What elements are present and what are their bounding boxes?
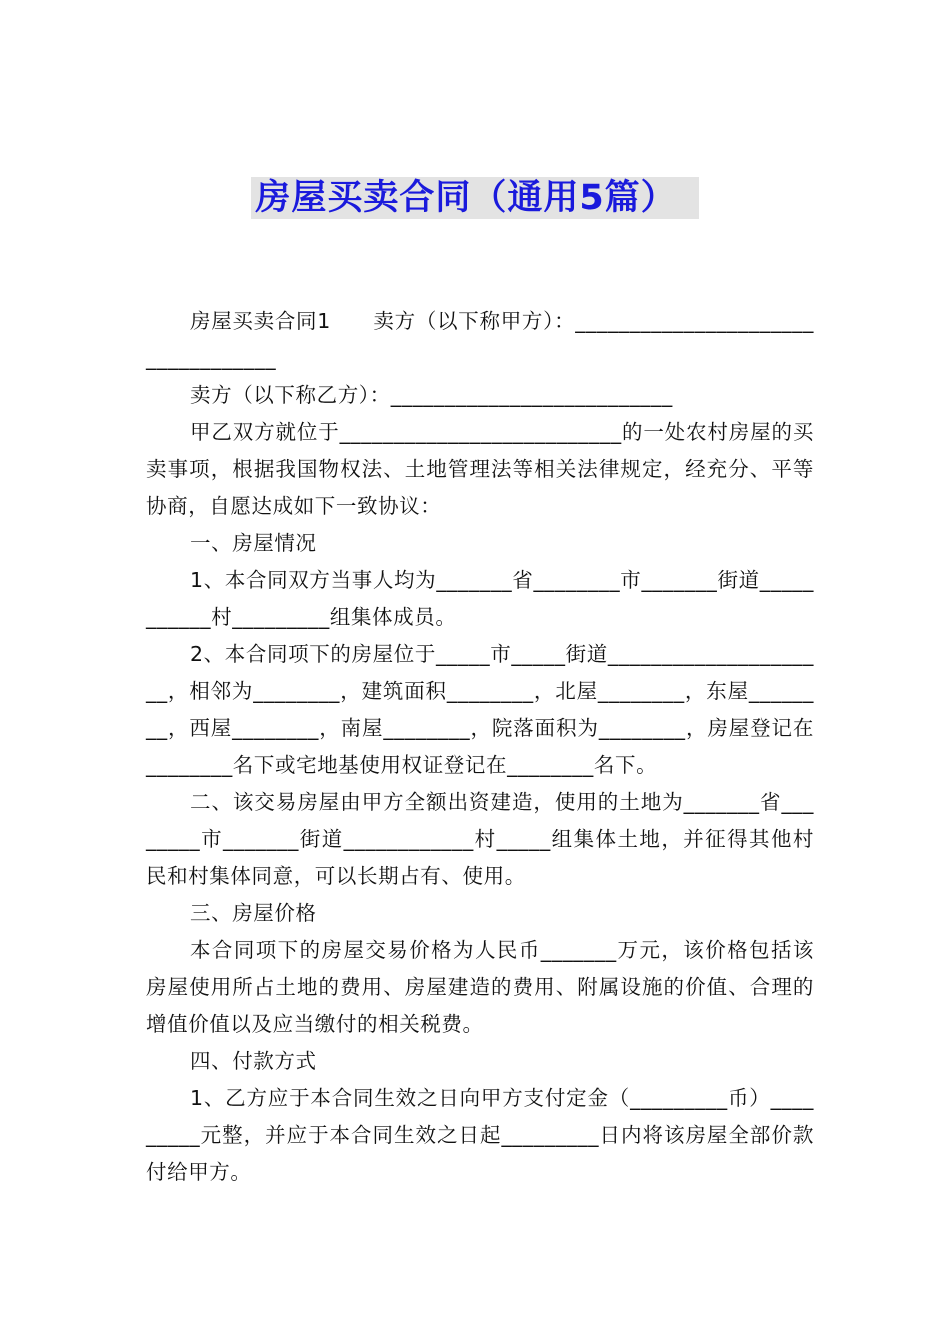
paragraph-seller-b: 卖方（以下称乙方）：__________________________ (190, 383, 673, 407)
paragraph-price: 本合同项下的房屋交易价格为人民币_______万元，该价格包括该房屋使用所占土地的费用、房屋建造的费用、附属设施的价值、合理的增值价值以及应当缴付的相关税费。 (146, 938, 814, 1036)
paragraph-seller-a: 房屋买卖合同1 卖方（以下称甲方）：__________________________________ (146, 309, 814, 370)
paragraph-payment-1: 1、乙方应于本合同生效之日向甲方支付定金（_________币）_________元整，并应于本合同生效之日起_________日内将该房屋全部价款付给甲方。 (146, 1086, 814, 1184)
section-heading-house-info: 一、房屋情况 (190, 531, 317, 555)
document-body (146, 303, 814, 1191)
paragraph-clause-1-1: 1、本合同双方当事人均为_______省________市_______街道___________村_________组集体成员。 (146, 568, 814, 629)
paragraph-intro: 甲乙双方就位于__________________________的一处农村房屋的买卖事项，根据我国物权法、土地管理法等相关法律规定，经充分、平等协商，自愿达成如下一致协议： (146, 420, 814, 518)
paragraph-clause-2: 二、该交易房屋由甲方全额出资建造，使用的土地为_______省________市_______街道____________村_____组集体土地，并征得其他村民和村集体同意，可以长期占有、使用。 (146, 790, 814, 888)
document-title: 房屋买卖合同（通用5篇） (251, 177, 698, 219)
title-wrapper (0, 177, 950, 219)
section-heading-price: 三、房屋价格 (190, 901, 317, 925)
section-heading-payment: 四、付款方式 (190, 1049, 317, 1073)
paragraph-clause-1-2: 2、本合同项下的房屋位于_____市_____街道_____________________，相邻为________，建筑面积________，北屋________，东屋________，西屋________，南屋________，院落面积为________，房屋登记在________名下或宅地基使用权证登记在________名下。 (146, 642, 814, 777)
